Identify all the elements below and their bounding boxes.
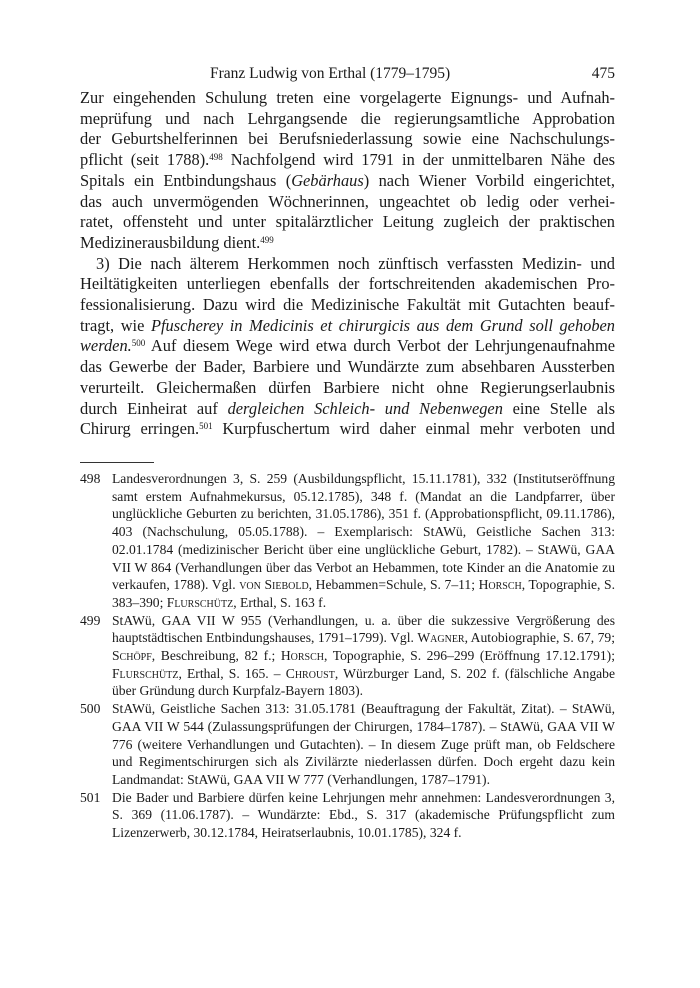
footnote-500 (80, 700, 615, 789)
text-line: verurteilt. Gleichermaßen dürfen Barbiere nicht ohne Regierungserlaubnis (80, 377, 615, 397)
text-line: pflicht (seit 1788).$^{498}$ Nachfolgend wird 1791 in der unmittelbaren Nähe des (80, 150, 615, 170)
running-head-title: Franz Ludwig von Erthal (1779–1795) (210, 65, 451, 82)
footnote-text: Landesverordnungen 3, S. 259 (Ausbildungspflicht, 15.11.1781), 332 (Institutseröffnung samt erstem Aufnahmekursus, 05.12.1785), 348 f. (Mandat an die Landpfarrer, über unglückliche Geburten zu berichten, 31.05.1786), 351 f. (Approbationspflicht, 09.11.1786), 403 (Nachschulung, 05.05.1788). – Exemplarisch: StAWü, Geistliche Sachen 313: 02.01.1784 (medizinischer Bericht über eine unglückliche Geburt, 1782). – StAWü, GAA VII W 864 (Verhandlungen über das Verbot an Hebammen, tote Kinder an die Anatomie zu verkaufen, 1788). Vgl. von Siebold, Hebammen=Schule, S. 7–11; Horsch, Topographie, S. 383–390; Flurschütz, Erthal, S. 163 f. (112, 471, 615, 610)
footnote-501 (80, 789, 615, 842)
footnote-498 (80, 470, 615, 612)
text-line: werden.$^{500}$ Auf diesem Wege wird etwa durch Verbot der Lehrjungenaufnahme (80, 336, 615, 356)
footnote-text: Die Bader und Barbiere dürfen keine Lehrjungen mehr annehmen: Landesverordnungen 3, S. 369 (11.06.1787). – Wundärzte: Ebd., S. 317 (akademische Prüfungspflicht zum Lizenzerwerb, 30.12.1784, Heiratserlaubnis, 10.01.1785), 324 f. (112, 789, 615, 841)
footnote-499 (80, 612, 615, 701)
text-line: das Gewerbe der Bader, Barbiere und Wundärzte zum absehbaren Aussterben (80, 357, 615, 377)
footnote-text: StAWü, Geistliche Sachen 313: 31.05.1781 (Beauftragung der Fakultät, Zitat). – StAWü, GAA VII W 544 (Zulassungsprüfungen der Chirurgen, 1784–1787). – StAWü, GAA VII W 776 (weitere Verhandlungen und Gutachten). – In diesem Zuge prüft man, ob Feldschere und Regimentschirurgen sich als Zivilärzte niederlassen dürfen. Doch ergeht dazu kein Landmandat: StAWü, GAA VII W 777 (Verhandlungen, 1787–1791). (112, 701, 615, 787)
footnote-ref-498[interactable]: 498 (209, 152, 223, 163)
footnote-number: 501 (80, 789, 101, 805)
text-line: ratet, offensteht und unter spitalärztlicher Leitung zugleich der praktischen (80, 212, 615, 232)
text-line: meprüfung und nach Lehrgangsende die regierungsamtliche Approbation (80, 108, 615, 128)
text-line: Heiltätigkeiten unterliegen ebenfalls der fortschreitenden akademischen Pro- (80, 274, 615, 294)
footnote-ref-500[interactable]: 500 (131, 338, 146, 349)
text-line: der Geburtshelferinnen bei Berufsniederlassung sowie eine Nachschulungs- (80, 129, 615, 149)
footnote-ref-499[interactable]: 499 (260, 234, 274, 245)
text-line: fessionalisierung. Dazu wird die Medizinische Fakultät mit Gutachten beauf- (80, 295, 615, 315)
text-line: durch Einheirat auf dergleichen Schleich- und Nebenwegen eine Stelle als (80, 398, 615, 418)
text-line: das auch unvermögenden Wöchnerinnen, ungeachtet ob ledig oder verhei- (80, 191, 615, 211)
text-line: Medizinerausbildung dient.$^{499}$ (80, 232, 274, 252)
text-line: Zur eingehenden Schulung treten eine vorgelagerte Eignungs- und Aufnah- (80, 88, 615, 107)
text-line: Chirurg erringen.$^{501}$ Kurpfuschertum wird daher einmal mehr verboten und (80, 419, 615, 439)
main-text (80, 88, 615, 440)
text-line: tragt, wie Pfuscherey in Medicinis et chirurgicis aus dem Grund soll gehoben (80, 315, 615, 335)
page-number: 475 (591, 65, 615, 82)
footnotes (80, 470, 615, 842)
footnote-ref-501[interactable]: 501 (199, 421, 213, 432)
footnote-number: 499 (80, 612, 101, 628)
text-line: Spitals ein Entbindungshaus (Gebärhaus) nach Wiener Vorbild eingerichtet, (80, 170, 616, 190)
footnote-number: 500 (80, 701, 101, 717)
running-head (80, 63, 615, 85)
text-line: 3) Die nach älterem Herkommen noch zünftisch verfassten Medizin- und (96, 253, 615, 273)
footnote-text: StAWü, GAA VII W 955 (Verhandlungen, u. a. über die sukzessive Vergrößerung des hauptstädtischen Entbindungshauses, 1791–1799). Vgl. Wagner, Autobiographie, S. 67, 79; Schöpf, Beschreibung, 82 f.; Horsch, Topographie, S. 296–299 (Eröffnung 17.12.1791); Flurschütz, Erthal, S. 165. – Chroust, Würzburger Land, S. 202 f. (fälschliche Angabe über Gründung durch Kurpfalz-Bayern 1803). (112, 612, 616, 699)
footnote-separator (80, 462, 154, 463)
footnote-number: 498 (80, 471, 101, 486)
